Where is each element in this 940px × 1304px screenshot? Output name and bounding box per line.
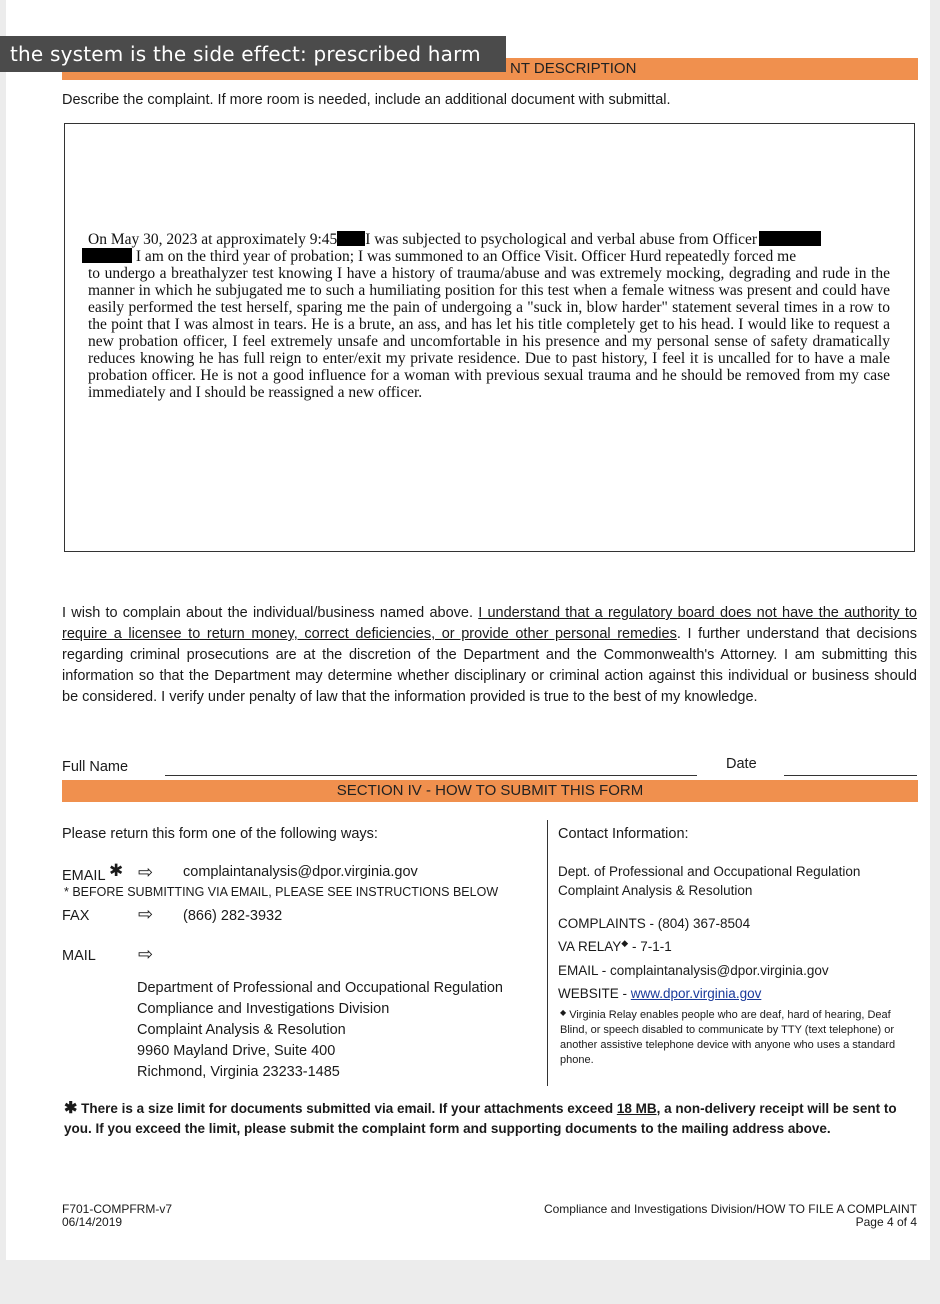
complaint-instructions: Describe the complaint. If more room is needed, include an additional document with submittal. xyxy=(62,92,671,108)
address-line: Richmond, Virginia 23233-1485 xyxy=(137,1064,340,1080)
contact-email-address[interactable]: complaintanalysis@dpor.virginia.gov xyxy=(610,963,829,978)
full-name-field[interactable] xyxy=(165,775,697,776)
arrow-right-icon: ⇨ xyxy=(138,944,154,964)
email-label: EMAIL xyxy=(62,868,105,884)
size-limit-text-1: There is a size limit for documents submitted via email. If your attachments exceed xyxy=(77,1101,617,1116)
asterisk-icon: ✱ xyxy=(109,861,124,880)
address-line: 9960 Mayland Drive, Suite 400 xyxy=(137,1043,336,1059)
date-field[interactable] xyxy=(784,775,917,776)
complaint-narrative xyxy=(88,231,890,401)
contact-email xyxy=(558,961,829,981)
form-date: 06/14/2019 xyxy=(62,1215,123,1229)
address-line: Department of Professional and Occupational Regulation xyxy=(137,980,503,996)
mailing-address xyxy=(137,978,503,1083)
submit-heading: Please return this form one of the following ways: xyxy=(62,826,378,842)
address-line: Compliance and Investigations Division xyxy=(137,1001,390,1017)
redaction-bar xyxy=(82,248,132,263)
form-id: F701-COMPFRM-v7 xyxy=(62,1202,173,1216)
narrative-line-1b: I was subjected to psychological and verbal abuse from Officer xyxy=(365,231,758,248)
contact-website xyxy=(558,984,761,1004)
declaration-underlined: I understand that a regulatory board does not have the authority to require a licensee to return money, correct deficiencies, or provide other personal remedies xyxy=(62,605,917,642)
declaration-text-2: . I further understand that decisions regarding criminal prosecutions are at the discretion of the Department and the Commonwealth's Attorney. I am submitting this information so that the Department may determine whether disciplinary or criminal action against this individual or business should be considered. I verify under penalty of law that the information provided is true to the best of my knowledge. xyxy=(62,626,917,705)
relay-note-text: Virginia Relay enables people who are deaf, hard of hearing, Deaf Blind, or speech disabled to communicate by TTY (text telephone) or another assistive telephone device with anyone who uses a standard phone. xyxy=(560,1009,896,1066)
contact-complaints-phone: COMPLAINTS - (804) 367-8504 xyxy=(558,916,751,931)
redaction-bar xyxy=(337,231,365,246)
fax-label: FAX xyxy=(62,908,90,924)
contact-email-label: EMAIL - xyxy=(558,963,611,978)
va-relay-label: VA RELAY xyxy=(558,939,622,954)
footer-division: Compliance and Investigations Division/HOW TO FILE A COMPLAINT xyxy=(543,1202,917,1216)
arrow-right-icon: ⇨ xyxy=(138,904,154,924)
email-note: * BEFORE SUBMITTING VIA EMAIL, PLEASE SEE INSTRUCTIONS BELOW xyxy=(64,885,499,899)
contact-org-line: Dept. of Professional and Occupational Regulation xyxy=(558,864,861,879)
website-label: WEBSITE - xyxy=(558,986,631,1001)
size-limit-text-2: , a non-delivery receipt will be sent to you. If you exceed the limit, please submit the complaint form and supporting documents to the mailing address above. xyxy=(64,1101,897,1136)
arrow-right-icon: ⇨ xyxy=(138,862,154,882)
contact-org-line: Complaint Analysis & Resolution xyxy=(558,883,753,898)
narrative-line-1a: On May 30, 2023 at approximately 9:45 xyxy=(88,231,338,248)
division-footer xyxy=(544,1203,917,1229)
section-header-how-to-submit: SECTION IV - HOW TO SUBMIT THIS FORM xyxy=(62,780,918,802)
mail-label: MAIL xyxy=(62,948,96,964)
narrative-line-2: I am on the third year of probation; I was summoned to an Office Visit. Officer Hurd repeatedly forced me xyxy=(132,248,797,265)
column-divider xyxy=(547,820,548,1086)
screenshot-caption: the system is the side effect: prescribed harm xyxy=(0,36,506,72)
contact-heading: Contact Information: xyxy=(558,826,689,842)
address-line: Complaint Analysis & Resolution xyxy=(137,1022,346,1038)
full-name-label: Full Name xyxy=(62,759,129,775)
contact-va-relay xyxy=(558,937,672,958)
form-id-footer xyxy=(62,1203,172,1229)
va-relay-value: - 7-1-1 xyxy=(628,939,672,954)
asterisk-icon: ✱ xyxy=(64,1100,78,1117)
section-header-text: NT DESCRIPTION xyxy=(510,60,637,77)
declaration-paragraph xyxy=(62,603,917,708)
relay-note xyxy=(560,1008,920,1068)
website-link[interactable]: www.dpor.virginia.gov xyxy=(630,986,762,1001)
redaction-bar xyxy=(759,231,821,246)
page-number: Page 4 of 4 xyxy=(855,1215,917,1229)
diamond-icon: ◆ xyxy=(560,1008,567,1017)
fax-number: (866) 282-3932 xyxy=(183,908,283,924)
size-limit-value: 18 MB xyxy=(616,1101,657,1116)
contact-org xyxy=(558,862,860,900)
diamond-icon: ◆ xyxy=(621,938,629,948)
date-label: Date xyxy=(726,756,757,772)
narrative-body: to undergo a breathalyzer test knowing I have a history of trauma/abuse and was extremely mocking, degrading and rude in the manner in which he subjugated me to such a humiliating position for this test when a female witness was present and could have easily performed the test herself, sparing me the pain of undergoing a "suck in, blow harder" statement several times in a row to the point that I was almost in tears. He is a brute, an ass, and has let his title completely get to his head. I would like to request a new probation officer, I feel extremely unsafe and uncomfortable in his presence and my personal sense of safety dramatically reduces knowing he has full reign to enter/exit my private residence. Due to past history, I feel it is uncalled for to have a male probation officer. He is not a good influence for a woman with previous sexual trauma and he should be removed from my case immediately and I should be reassigned a new officer. xyxy=(88,265,890,401)
email-address[interactable]: complaintanalysis@dpor.virginia.gov xyxy=(183,864,418,880)
declaration-text-1: I wish to complain about the individual/business named above. xyxy=(62,605,479,621)
size-limit-notice xyxy=(64,1099,919,1139)
